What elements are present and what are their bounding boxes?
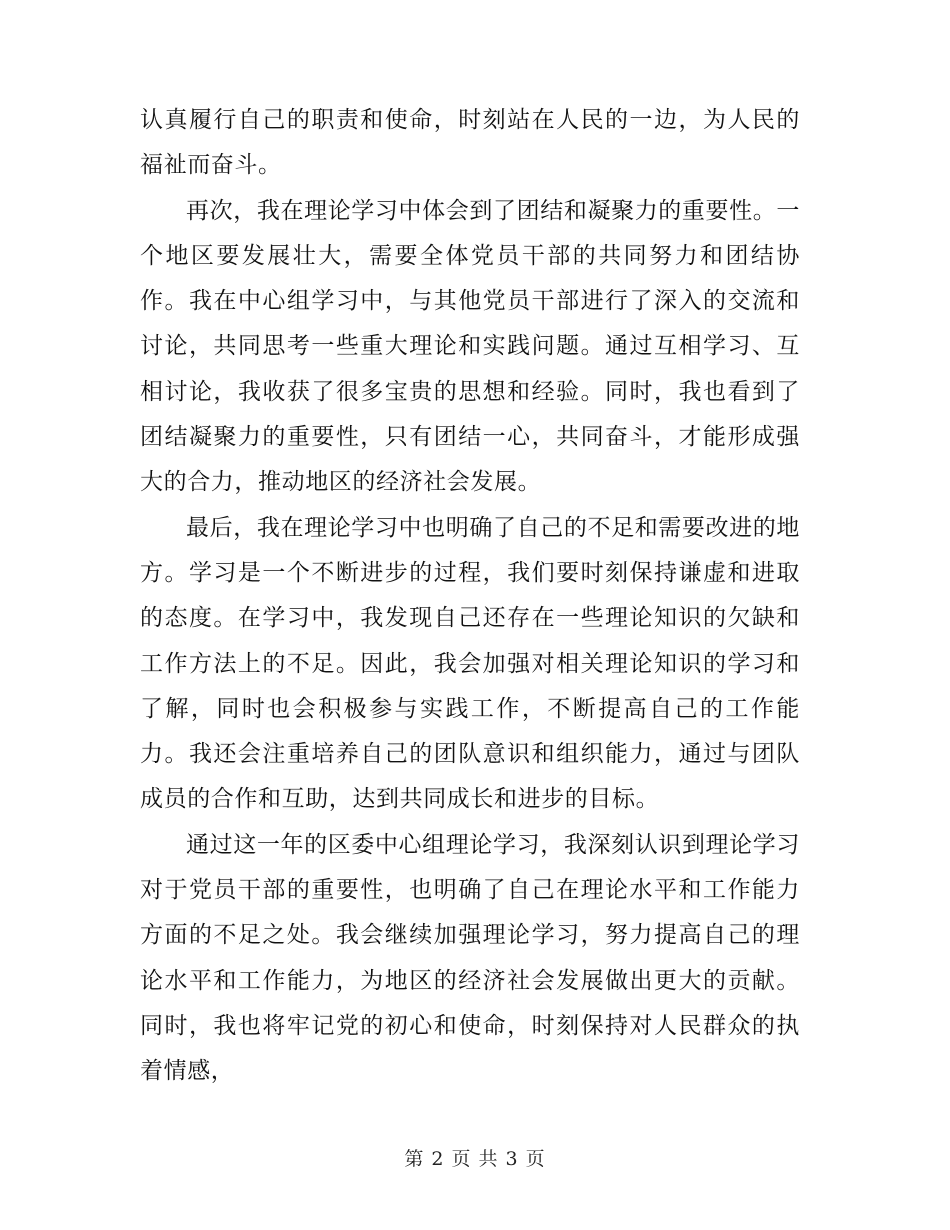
paragraph-3: 最后，我在理论学习中也明确了自己的不足和需要改进的地方。学习是一个不断进步的过程，我们要时刻保持谦虚和进取的态度。在学习中，我发现自己还存在一些理论知识的欠缺和工作方法上的不足。因此，我会加强对相关理论知识的学习和了解，同时也会积极参与实践工作，不断提高自己的工作能力。我还会注重培养自己的团队意识和组织能力，通过与团队成员的合作和互助，达到共同成长和进步的目标。: [140, 514, 800, 813]
body-text: [140, 98, 800, 1095]
paragraph-2: 再次，我在理论学习中体会到了团结和凝聚力的重要性。一个地区要发展壮大，需要全体党员干部的共同努力和团结协作。我在中心组学习中，与其他党员干部进行了深入的交流和讨论，共同思考一些重大理论和实践问题。通过互相学习、互相讨论，我收获了很多宝贵的思想和经验。同时，我也看到了团结凝聚力的重要性，只有团结一心，共同奋斗，才能形成强大的合力，推动地区的经济社会发展。: [140, 197, 800, 496]
paragraph-1: 认真履行自己的职责和使命，时刻站在人民的一边，为人民的福祉而奋斗。: [140, 107, 800, 179]
paragraph-4: 通过这一年的区委中心组理论学习，我深刻认识到理论学习对于党员干部的重要性，也明确了自己在理论水平和工作能力方面的不足之处。我会继续加强理论学习，努力提高自己的理论水平和工作能力，为地区的经济社会发展做出更大的贡献。同时，我也将牢记党的初心和使命，时刻保持对人民群众的执着情感，: [140, 831, 800, 1085]
page-number-footer: 第 2 页 共 3 页: [404, 1148, 546, 1170]
